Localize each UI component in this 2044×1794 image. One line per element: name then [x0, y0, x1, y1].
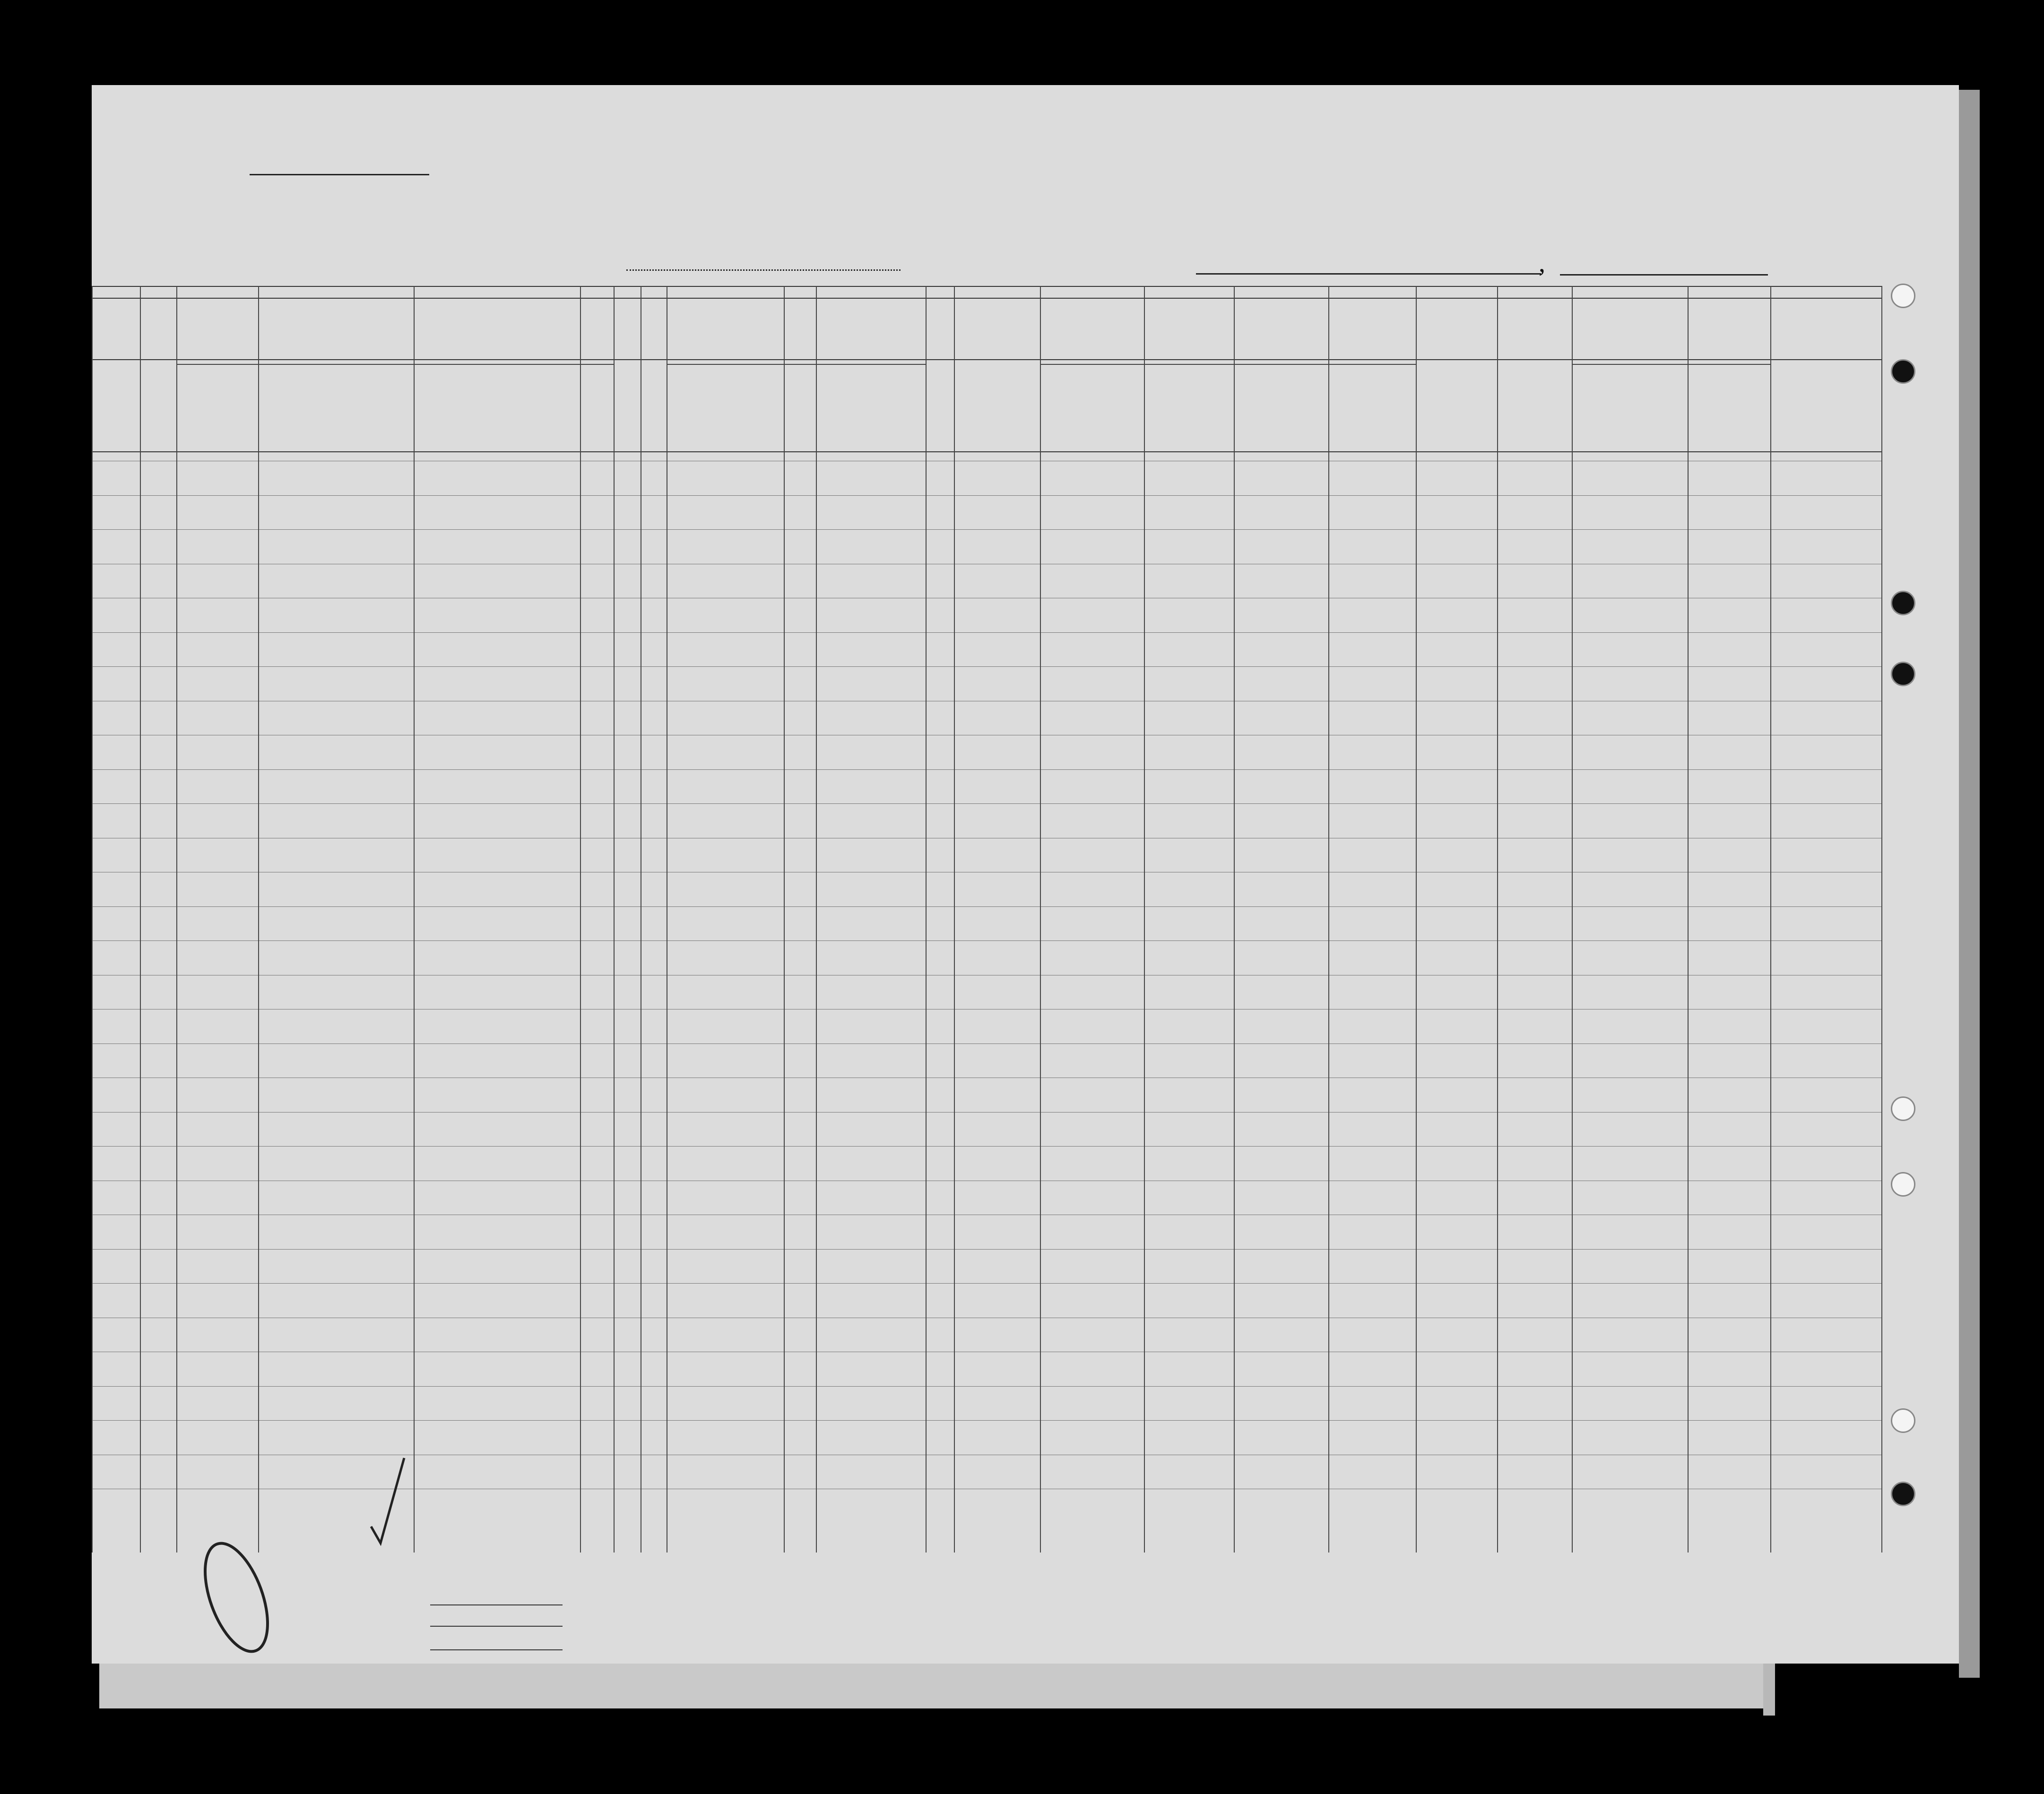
table-column-rule	[92, 286, 93, 1552]
table-column-rule	[1688, 286, 1689, 1552]
table-column-rule	[258, 286, 259, 1552]
binder-hole	[1891, 1408, 1915, 1433]
table-row-rule	[92, 1283, 1881, 1284]
table-column-rule	[414, 286, 415, 1552]
table-subheader-rule	[1040, 364, 1234, 365]
rear-page-bottom-edge	[99, 1664, 1763, 1708]
table-row-rule	[92, 940, 1881, 941]
table-subheader-rule	[1572, 364, 1770, 365]
table-column-rule	[926, 286, 927, 1552]
table-column-rule	[1572, 286, 1573, 1552]
table-column-rule	[784, 286, 785, 1552]
table-column-rule	[1416, 286, 1417, 1552]
table-column-rule	[1234, 286, 1235, 1552]
footer-citizens-line	[430, 1626, 563, 1627]
footer-aliens-line	[430, 1649, 563, 1650]
table-row-rule	[92, 1420, 1881, 1421]
binder-hole	[1891, 284, 1915, 308]
binder-hole	[1891, 359, 1915, 384]
footer-total-line	[430, 1604, 563, 1605]
rear-page-edge	[1959, 90, 1980, 1678]
table-column-rule	[1328, 286, 1329, 1552]
table-row-rule	[92, 1146, 1881, 1147]
table-header-rule	[92, 451, 1881, 452]
port-line	[1196, 273, 1541, 275]
table-row-rule	[92, 666, 1881, 667]
table-column-rule	[1881, 286, 1882, 1552]
table-column-rule	[614, 286, 615, 1552]
table-row-rule	[92, 529, 1881, 530]
table-column-rule	[954, 286, 955, 1552]
table-row-rule	[92, 495, 1881, 496]
comma: ,	[1539, 249, 1545, 278]
table-subheader-rule	[414, 364, 614, 365]
date-line	[1560, 274, 1768, 276]
table-row-rule	[92, 803, 1881, 804]
table-header-rule	[92, 298, 1881, 299]
table-header-rule	[92, 359, 1881, 360]
check-mark-icon	[369, 1456, 407, 1550]
table-row-rule	[92, 1249, 1881, 1250]
binder-hole	[1891, 1096, 1915, 1121]
binder-hole	[1891, 662, 1915, 686]
table-column-rule	[1770, 286, 1771, 1552]
list-number-line	[250, 174, 429, 175]
table-column-rule	[1040, 286, 1041, 1552]
ship-line	[626, 269, 901, 271]
binder-hole	[1891, 1172, 1915, 1197]
table-column-rule	[1497, 286, 1498, 1552]
manifest-table	[92, 286, 1881, 1552]
handwritten-zero-icon	[189, 1531, 284, 1664]
table-column-rule	[140, 286, 141, 1552]
table-row-rule	[92, 1386, 1881, 1387]
binder-hole	[1891, 591, 1915, 615]
table-subheader-rule	[667, 364, 926, 365]
binder-hole	[1891, 1482, 1915, 1506]
table-header-rule	[92, 286, 1881, 287]
table-column-rule	[176, 286, 177, 1552]
table-row-rule	[92, 1112, 1881, 1113]
table-row-rule	[92, 906, 1881, 907]
table-row-rule	[92, 632, 1881, 633]
table-subheader-rule	[176, 364, 414, 365]
table-subheader-rule	[1234, 364, 1416, 365]
table-column-rule	[1144, 286, 1145, 1552]
table-row-rule	[92, 769, 1881, 770]
table-column-rule	[580, 286, 581, 1552]
table-column-rule	[816, 286, 817, 1552]
